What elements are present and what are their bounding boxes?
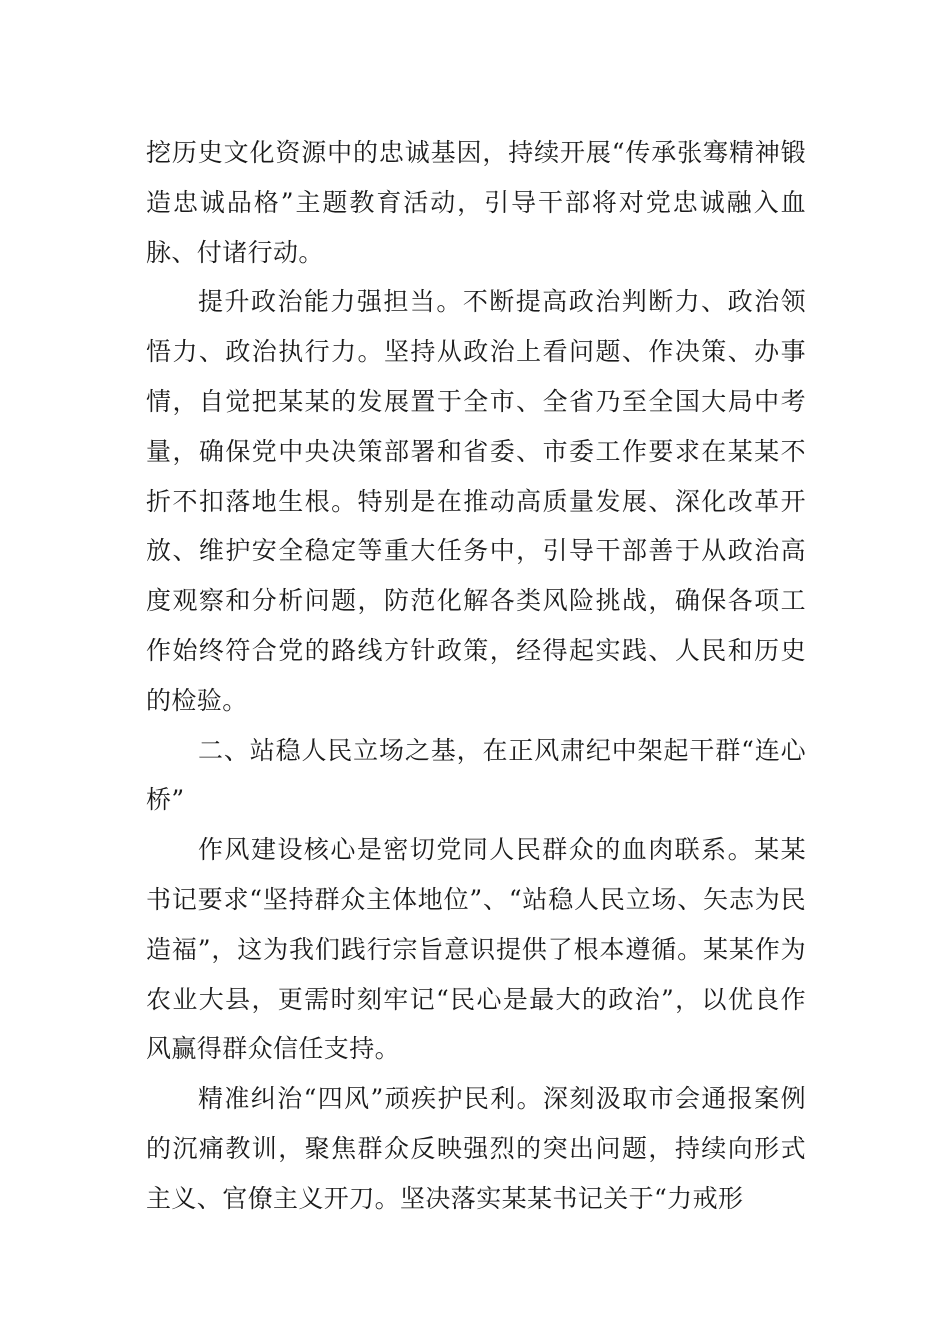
paragraph-four-winds: 精准纠治“四风”顽疾护民利。深刻汲取市会通报案例的沉痛教训，聚焦群众反映强烈的突出问题，持续向形式主义、官僚主义开刀。坚决落实某某书记关于“力戒形 — [146, 1084, 806, 1213]
paragraph-political-ability: 提升政治能力强担当。不断提高政治判断力、政治领悟力、政治执行力。坚持从政治上看问题、作决策、办事情，自觉把某某的发展置于全市、全省乃至全国大局中考量，确保党中央决策部署和省委、市委工作要求在某某不折不扣落地生根。特别是在推动高质量发展、深化改革开放、维护安全稳定等重大任务中，引导干部善于从政治高度观察和分析问题，防范化解各类风险挑战，确保各项工作始终符合党的路线方针政策，经得起实践、人民和历史的检验。 — [146, 287, 806, 715]
section-heading-people-stance: 二、站稳人民立场之基，在正风肃纪中架起干群“连心桥” — [146, 735, 806, 815]
paragraph-continuation: 挖历史文化资源中的忠诚基因，持续开展“传承张骞精神锻造忠诚品格”主题教育活动，引导干部将对党忠诚融入血脉、付诸行动。 — [146, 138, 806, 267]
document-body — [146, 128, 806, 1224]
paragraph-work-style: 作风建设核心是密切党同人民群众的血肉联系。某某书记要求“坚持群众主体地位”、“站稳人民立场、矢志为民造福”，这为我们践行宗旨意识提供了根本遵循。某某作为农业大县，更需时刻牢记“民心是最大的政治”，以优良作风赢得群众信任支持。 — [146, 835, 806, 1064]
